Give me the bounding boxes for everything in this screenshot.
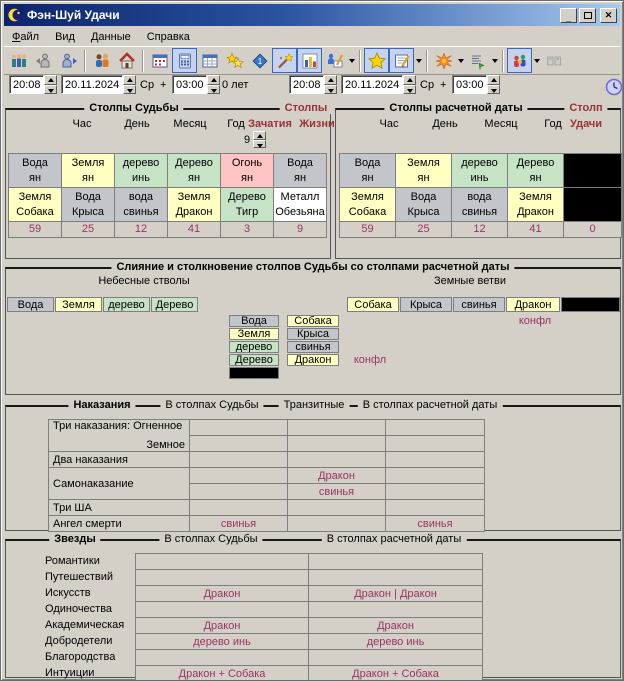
pillar-number-cell: 12 [452,222,507,237]
calculator-button[interactable] [172,48,197,73]
center-branch-cell: Дракон [287,354,339,366]
punishments-panel [5,399,621,531]
pillar-cell-text: Собака [348,205,387,218]
age-label: 0 лет [222,79,249,91]
pillar-cell [452,188,507,221]
spin-up[interactable] [123,75,136,85]
branch-header-cell: Дракон [506,297,560,312]
pillar-cell-text: Вода [410,190,437,203]
punishment-value-cell [190,500,287,515]
punishment-row-label: Ангел смерти [49,516,189,531]
spin-down[interactable] [207,85,220,95]
dropdown-arrow[interactable] [414,48,423,73]
header-calc-pillars: В столпах расчетной даты [322,533,467,545]
bar-chart-icon [301,52,319,70]
pillar-cell-text: дерево [461,156,498,169]
three-people-icon [10,52,28,70]
star-value-cell: Дракон [136,618,308,633]
pillar-number-cell: 9 [274,222,326,237]
pillar-cell-text: Вода [354,156,381,169]
star-row-label: Интуиции [45,666,95,679]
pillar-cell-text: Земля [519,190,552,203]
pillar-cell-text: Дерево [516,156,555,169]
pillar-cell-text: Собака [16,205,54,218]
menu-item-данные[interactable]: Данные [90,30,131,43]
minimize-icon: _ [565,12,571,23]
pillar-cell-text: Земля [18,190,52,203]
star-row-label: Романтики [45,554,100,567]
pillar-cell-text: ян [529,171,542,184]
calc-pillars-panel [335,102,621,259]
spin-down[interactable] [123,85,136,95]
pillar-number-cell: 41 [508,222,563,237]
pillar-cell [340,188,395,221]
pillar-cell-text: свинья [461,205,498,218]
star-value-cell [309,554,482,569]
info-diamond-button[interactable] [247,48,272,73]
window-title: Фэн-Шуй Удачи [27,8,120,22]
pillar-cell [396,154,451,187]
punishment-row-label [49,420,189,451]
star-value-cell [309,602,482,617]
pillar-cell [62,188,114,221]
calculator-icon [176,52,194,70]
calendar-button[interactable] [147,48,172,73]
header-destiny-pillars: В столпах Судьбы [160,399,263,411]
toolbar-separator [142,50,144,72]
pillar-cell-text: Дерево [175,156,213,169]
maximize-button[interactable] [579,8,596,23]
star-row-label: Одиночества [45,602,113,615]
spin-up[interactable] [403,75,416,85]
pillar-cell [9,154,61,187]
punishment-value-cell: свинья [386,516,484,531]
tiles-button[interactable] [541,48,566,73]
punishment-value-cell: свинья [190,516,287,531]
punishment-value-cell [288,436,385,451]
center-branch-cell: Собака [287,315,339,327]
spin-down[interactable] [324,85,337,95]
pillar-cell [115,154,167,187]
punishment-value-cell [386,436,484,451]
note-edit-button[interactable] [389,48,414,73]
pillar-cell-text: Тигр [235,205,259,218]
punishment-row-label: Два наказания [49,452,189,467]
star-value-cell [309,650,482,665]
star-row-label: Искусств [45,586,91,599]
star-row-label: Путешествий [45,570,114,583]
merge-clash-panel [5,261,621,395]
col-header-hour: Час [379,118,399,130]
col-header-month: Месяц [173,118,207,130]
pillar-cell-text: вода [467,190,492,203]
menu-item-вид[interactable]: Вид [55,30,75,43]
pillar-number-cell: 25 [396,222,451,237]
pillar-cell [115,188,167,221]
dropdown-arrow[interactable] [347,48,356,73]
people-colored-icon [511,52,529,70]
toolbar-separator [426,50,428,72]
weekday-label: Ср [420,79,435,91]
punishment-value-cell [190,452,287,467]
pillar-cell [452,154,507,187]
branch-header-cell: Собака [347,297,399,312]
pillar-cell-text: Земля [407,156,440,169]
center-stem-cell: Дерево [229,354,279,366]
two-people-icon [93,52,111,70]
pillar-cell [62,154,114,187]
pillar-number-cell: 0 [564,222,621,237]
stars-button[interactable] [222,48,247,73]
dropdown-arrow[interactable] [532,48,541,73]
stem-header-cell: Земля [55,297,102,312]
pillar-cell [508,188,563,221]
star-row-label: Академическая [45,618,125,631]
person-arrow-left-button[interactable] [31,48,56,73]
weekday-label: Ср [140,79,155,91]
punishment-value-cell [190,436,287,451]
toolbar-separator [502,50,504,72]
pillar-cell-text: Вода [22,156,48,169]
stem-header-cell: Дерево [151,297,198,312]
punishments-title: Наказания [68,399,135,411]
star-row-label: Добродетели [45,634,113,647]
destiny-pillars-panel [5,102,335,259]
pillar-cell-text: Металл [280,190,320,203]
svg-text:1: 1 [257,56,262,66]
datetime-bar [4,75,620,103]
pillar-cell [221,188,273,221]
label-line: Земное [146,439,185,451]
punishment-value-cell [288,452,385,467]
spreadsheet-icon [201,52,219,70]
dropdown-arrow[interactable] [456,48,465,73]
star-value-cell [309,570,482,585]
merge-title: Слияние и столкновение столпов Судьбы со столпами расчетной даты [111,261,514,273]
pillar-number-cell: 12 [115,222,167,237]
pillar-cell-text: Земля [177,190,211,203]
people-colored-button[interactable] [507,48,532,73]
col-header-year: Год [544,118,562,130]
punishment-value-cell [288,500,385,515]
col-header-year: Год [227,118,245,130]
luck-pillar-label: Столп [564,102,607,114]
date-input-2-spinner[interactable] [403,75,416,94]
spin-down[interactable] [253,140,266,149]
earthly-branches-label: Земные ветви [434,275,506,287]
pillar-cell-text: свинья [123,205,159,218]
center-branch-cell: свинья [287,341,339,353]
menu-item-файл[interactable]: Файл [12,30,40,43]
punishment-value-cell [190,468,287,483]
spin-up[interactable] [44,75,57,85]
time-input-1[interactable] [9,75,44,94]
col-header-hour: Час [72,118,92,130]
col-header-day: День [432,118,458,130]
time-input-2-spinner[interactable] [324,75,337,94]
pillar-cell-text: Земля [351,190,384,203]
header-transit: Транзитные [279,399,350,411]
star-value-cell: Дракон [309,618,482,633]
punishment-value-cell: свинья [288,484,385,499]
center-stem-cell: Вода [229,315,279,327]
pillar-cell-text: ян [240,171,254,184]
pillar-number-cell: 25 [62,222,114,237]
pillar-cell [340,154,395,187]
spin-up[interactable] [324,75,337,85]
pillar-cell-text: Дерево [228,190,266,203]
pillar-cell-text: ян [293,171,307,184]
star-value-cell: Дракон | Дракон [309,586,482,601]
pillar-cell [564,188,621,221]
date-input-2[interactable] [341,75,403,94]
home-button[interactable] [114,48,139,73]
star-button[interactable] [364,48,389,73]
branch-header-cell: свинья [453,297,505,312]
pillar-cell-text: Земля [71,156,105,169]
pillars-label: Столпы [280,102,333,114]
toolbar [4,46,620,75]
conflict-label: конфл [353,354,387,366]
spin-down[interactable] [44,85,57,95]
punishment-value-cell [386,468,484,483]
center-branch-cell: Крыса [287,328,339,340]
col-header-conception: Зачатия [248,118,292,130]
pillar-cell-text: ян [28,171,42,184]
star-value-cell: дерево инь [136,634,308,649]
punishment-value-cell [288,420,385,435]
punishment-value-cell [386,484,484,499]
person-arrow-left-icon [35,52,53,70]
pillar-cell-text: Огонь [231,156,263,169]
star-value-cell: дерево инь [309,634,482,649]
person-arrow-right-button[interactable] [56,48,81,73]
time-input-2[interactable] [289,75,324,94]
star-row-label: Благородства [45,650,116,663]
pillar-cell-text: Дракон [517,205,554,218]
pillar-cell-text: инь [132,171,150,184]
menu-bar [4,27,620,46]
pillar-cell [221,154,273,187]
menu-item-справка[interactable]: Справка [146,30,190,43]
info-diamond-icon [251,52,269,70]
punishment-value-cell [190,484,287,499]
branch-header-cell: Крыса [400,297,452,312]
star-icon [368,52,386,70]
pillar-cell [274,154,326,187]
pillar-cell [9,188,61,221]
spin-up[interactable] [253,131,266,140]
bar-chart-button[interactable] [297,48,322,73]
toolbar-separator [84,50,86,72]
conflict-label: конфл [518,315,552,327]
close-icon: ✕ [604,9,613,20]
star-value-cell [136,602,308,617]
star-value-cell: Дракон [136,586,308,601]
calc-title: Столпы расчетной даты [384,102,527,114]
pillar-cell-text: Дракон [175,205,213,218]
col-header-luck: Удачи [569,118,603,130]
header-destiny-pillars: В столпах Судьбы [159,533,262,545]
close-button[interactable] [600,8,617,23]
stars-icon [226,52,244,70]
note-edit-icon [393,52,411,70]
person-chart-edit-icon [326,52,344,70]
stem-header-cell: дерево [103,297,150,312]
offset-input-1-spinner[interactable] [207,75,220,94]
conception-value: 9 [244,133,251,146]
pillar-cell-text: дерево [122,156,160,169]
person-arrow-right-icon [60,52,78,70]
punishment-value-cell [386,420,484,435]
pillar-cell-text: Вода [287,156,313,169]
center-stem-cell [229,367,279,379]
spin-down[interactable] [487,85,500,95]
punishment-value-cell [386,452,484,467]
center-stem-cell: Земля [229,328,279,340]
pillar-cell-text: ян [187,171,201,184]
col-header-life: Жизни [299,118,335,130]
toolbar-separator [359,50,361,72]
spin-up[interactable] [487,75,500,85]
pillar-cell-text: ян [361,171,374,184]
star-value-cell: Дракон + Собака [309,666,482,681]
starburst-icon [435,52,453,70]
pillar-cell [168,188,220,221]
minimize-button[interactable] [560,8,577,23]
stars-panel [5,533,621,680]
list-text-icon [469,52,487,70]
title-bar[interactable] [4,4,620,26]
list-text-button[interactable] [465,48,490,73]
pillar-cell-text: ян [417,171,430,184]
punishment-value-cell [190,420,287,435]
offset-input-1[interactable] [172,75,207,94]
maximize-icon [584,12,592,19]
pillar-cell [564,154,621,187]
person-chart-edit-button[interactable] [322,48,347,73]
tiles-icon [545,52,563,70]
branch-header-cell [561,297,620,312]
date-input-1[interactable] [61,75,123,94]
star-value-cell [136,570,308,585]
col-header-month: Месяц [484,118,518,130]
destiny-title: Столпы Судьбы [84,102,183,114]
spreadsheet-button[interactable] [197,48,222,73]
col-header-day: День [124,118,150,130]
stem-header-cell: Вода [7,297,54,312]
dropdown-arrow[interactable] [490,48,499,73]
pillar-number-cell: 3 [221,222,273,237]
pillar-cell [508,154,563,187]
stars-title: Звезды [49,533,100,545]
starburst-button[interactable] [431,48,456,73]
two-people-button[interactable] [89,48,114,73]
home-icon [118,52,136,70]
three-people-button[interactable] [6,48,31,73]
calendar-icon [151,52,169,70]
pillar-cell-text: вода [128,190,154,203]
app-icon [7,7,23,23]
label-line: Три наказания: Огненное [53,420,183,432]
offset-input-2-spinner[interactable] [487,75,500,94]
pillar-cell [396,188,451,221]
pillar-cell-text: Крыса [71,205,105,218]
clock-icon[interactable] [605,78,623,96]
pillar-cell [168,154,220,187]
pillar-number-cell: 59 [340,222,395,237]
header-calc-pillars: В столпах расчетной даты [358,399,503,411]
pillar-number-cell: 59 [9,222,61,237]
spin-down[interactable] [403,85,416,95]
star-value-cell [136,554,308,569]
star-value-cell [136,650,308,665]
punishment-value-cell [288,516,385,531]
pillar-number-cell: 41 [168,222,220,237]
pillar-cell [274,188,326,221]
heavenly-stems-label: Небесные стволы [98,275,190,287]
pillar-cell-text: Вода [75,190,101,203]
pillar-cell-text: инь [470,171,489,184]
pillar-cell-text: Обезьяна [275,205,325,218]
punishment-row-label: Три ША [49,500,189,515]
punishment-value-cell [386,500,484,515]
date-input-1-spinner[interactable] [123,75,136,94]
plus-label: + [440,79,447,91]
magic-wand-icon [276,52,294,70]
spin-up[interactable] [207,75,220,85]
pillar-cell-text: Крыса [407,205,440,218]
punishment-row-label: Самонаказание [49,468,189,499]
star-value-cell: Дракон + Собака [136,666,308,681]
punishment-value-cell: Дракон [288,468,385,483]
plus-label: + [160,79,167,91]
pillar-cell-text: ян [81,171,95,184]
offset-input-2[interactable] [452,75,487,94]
center-stem-cell: дерево [229,341,279,353]
magic-wand-button[interactable] [272,48,297,73]
conception-spinner[interactable] [244,131,266,148]
time-input-1-spinner[interactable] [44,75,57,94]
